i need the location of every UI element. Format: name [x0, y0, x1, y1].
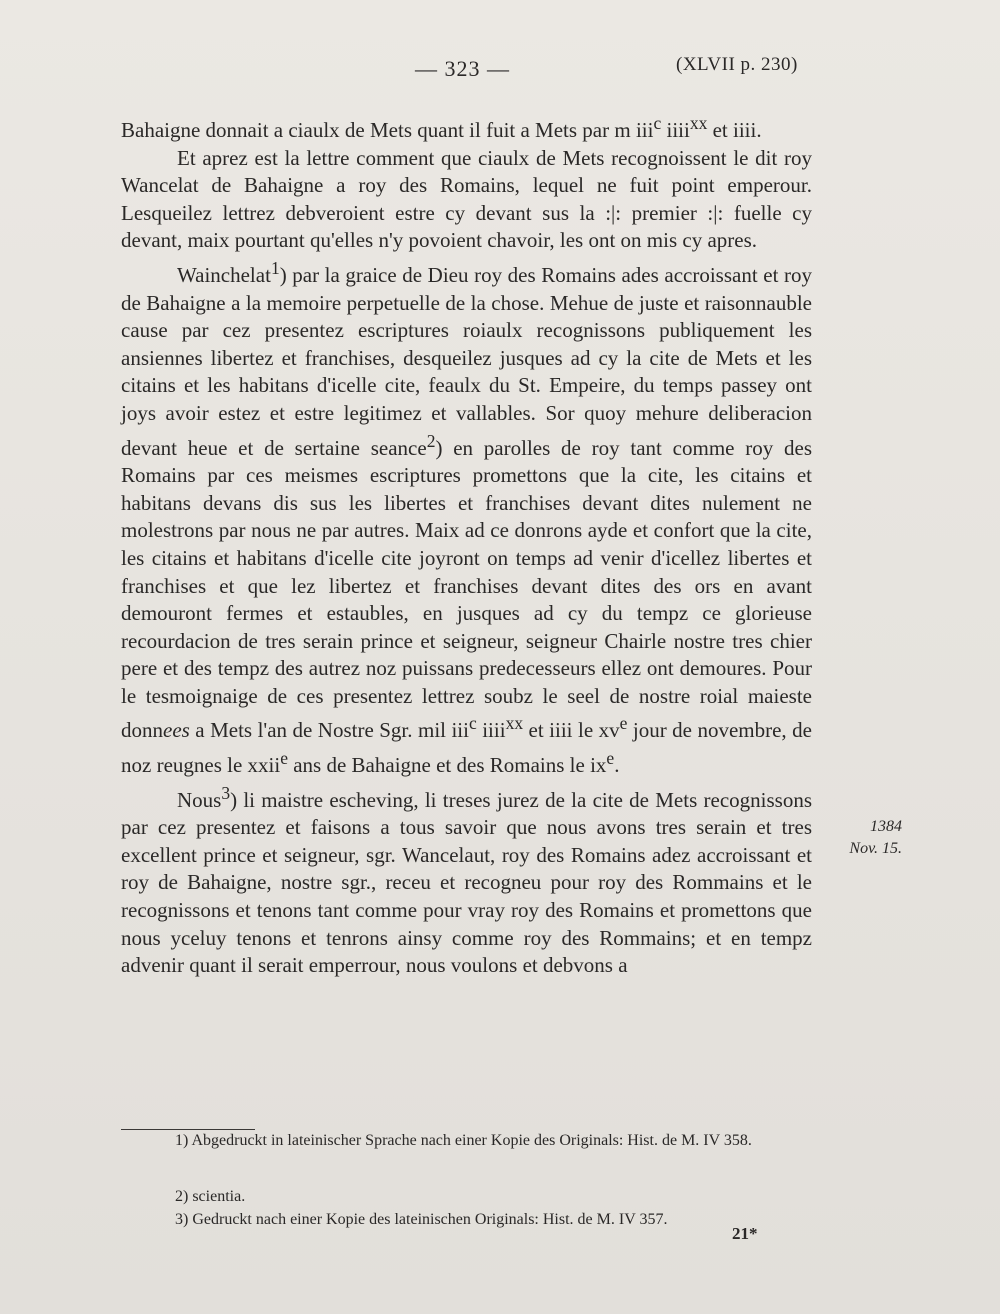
footnote-1-text: Abgedruckt in lateinischer Sprache nach einer Kopie des Originals: Hist. de M. IV 358.: [191, 1132, 752, 1149]
paragraph-2: Et aprez est la lettre comment que ciaulx de Mets recognoissent le dit roy Wancelat de Bahaigne a roy des Romains, lequel ne fuit point emperour. Lesqueilez lettrez debveroient estre cy devant sus la :|: premier :|: fuelle cy devant, maix pourtant qu'elles n'y povoient chavoir, les ont on mis cy apres.: [121, 145, 812, 253]
footnote-3-number: 3): [175, 1211, 189, 1228]
page-header: [0, 50, 1000, 80]
margin-date: Nov. 15.: [849, 840, 902, 857]
margin-date-note: [822, 816, 902, 860]
signature-mark: 21*: [732, 1224, 758, 1243]
margin-year: 1384: [870, 818, 902, 835]
page-number: — 323 —: [415, 56, 510, 81]
main-text: [121, 110, 812, 980]
footnote-2: [121, 1185, 812, 1208]
footnote-2-number: 2): [175, 1188, 189, 1205]
footnote-2-text: scientia.: [192, 1188, 246, 1205]
footnote-1: [121, 1129, 812, 1152]
paragraph-4: Nous$^3$) li maistre escheving, li treses jurez de la cite de Mets recognissons par cez presentez et faisons a tous savoir que nous avons tres serain et tres excellent prince et seigneur, sgr. Wancelaut, roy des Romains adez accroissant et roy de Bahaigne, nostre sgr., receu et recogneu pour roy des Rommains et le recognissons et tenons tant comme pour vray roy des Romains et promettons que nous yceluy tenons et tenrons ainsy comme roy des Rommains; et en tempz advenir quant il serait emperrour, nous voulons et debvons a: [121, 782, 812, 978]
footnote-1-number: 1): [175, 1132, 189, 1149]
paragraph-1: Bahaigne donnait a ciaulx de Mets quant il fuit a Mets par m iii$^c$ iiii$^{xx}$ et iiii.: [121, 113, 762, 142]
page-reference: (XLVII p. 230): [676, 54, 798, 75]
footnote-3-text: Gedruckt nach einer Kopie des lateinischen Originals: Hist. de M. IV 357.: [192, 1211, 668, 1228]
paragraph-3: Wainchelat$^1$) par la graice de Dieu roy des Romains ades accroissant et roy de Bahaigne a la memoire perpetuelle de la chose. Mehue de juste et raisonnauble cause par cez presentez escriptures roiaulx recognissons publiquement les ansiennes libertez et franchises, desqueilez jusques ad cy la cite de Mets et les citains et les habitans d'icelle cite, feaulx du St. Empeire, du temps passey ont joys avoir estez et estre legitimez et vallables. Sor quoy mehure deliberacion devant heue et de sertaine seance$^2$) en parolles de roy tant comme roy des Romains par ces meismes escriptures promettons que la cite, les citains et habitans devans dis sus les libertes et franchises devant dites nulement ne molestrons par nous ne par autres. Maix ad ce donrons ayde et confort que la cite, les citains et habitans d'icelle cite joyront on temps ad venir d'icellez libertes et franchises et que lez libertez et franchises devant dites des ors en avant demouront fermes et estaubles, en jusques ad cy du tempz ce glorieuse recourdacion de tres serain prince et seigneur, seigneur Chairle nostre tres chier pere et des tempz des autrez noz puissans predecesseurs ellez ont demoures. Pour le tesmoignaige de ces presentez lettrez soubz le seel de nostre roial maieste donnees a Mets l'an de Nostre Sgr. mil iii$^c$ iiii$^{xx}$ et iiii le $xv^e$ jour de novembre, de noz reugnes le xxii$^e$ ans de Bahaigne et des Romains le $ix^e$.: [121, 257, 812, 778]
footnote-3: [121, 1208, 812, 1231]
